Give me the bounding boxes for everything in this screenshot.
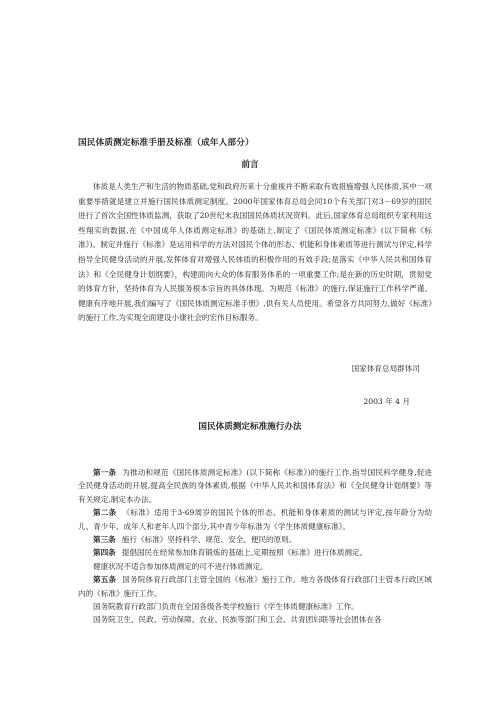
document-title: 国民体质测定标准手册及标准（成年人部分） bbox=[78, 138, 254, 148]
article-2 bbox=[78, 506, 432, 533]
article-number: 第三条 bbox=[93, 535, 116, 545]
preface-heading: 前言 bbox=[241, 160, 259, 170]
article-text: 提倡国民在经常参加体育锻炼的基础上,定期按照《标准》进行体质测定。 bbox=[121, 548, 368, 558]
article-text: 健康状况不适合参加体质测定的可不进行体质测定。 bbox=[93, 561, 268, 571]
article-text: 《标准》适用于3-69周岁的国民个体的形态、机能和身体素质的测试与评定,按年龄分为幼儿、青少年、成年人和老年人四个部分,其中青少年标准为《学生体质健康标准》。 bbox=[78, 508, 432, 531]
measures-heading: 国民体质测定标准施行办法 bbox=[198, 422, 302, 432]
preface-date: 2003 年 4 月 bbox=[363, 397, 410, 406]
article-4-continuation bbox=[78, 560, 432, 573]
article-5 bbox=[78, 573, 432, 600]
article-text: 国务院教育行政部门负责在全国各级各类学校施行《学生体质健康标准》工作。 bbox=[93, 602, 359, 612]
article-text: 国务院体育行政部门主管全国的《标准》施行工作。地方各级体育行政部门主管本行政区域内的《标准》施行工作。 bbox=[78, 575, 433, 598]
article-text: 为推动和规范《国民体质测定标准》(以下简称《标准》)的施行工作,指导国民科学健身,促进全民健身活动的开展,提高全民族的身体素质,根据《中华人民共和国体育法》和《全民健身计划纲要》等有关规定,制定本办法。 bbox=[78, 468, 433, 504]
article-number: 第五条 bbox=[93, 575, 117, 585]
article-number: 第一条 bbox=[93, 468, 117, 477]
article-number: 第二条 bbox=[93, 508, 117, 518]
article-4 bbox=[78, 546, 432, 559]
preface-body: 体质是人类生产和生活的物质基础,党和政府历来十分重视并不断采取有效措施增强人民体质,其中一项重要举措就是建立并施行国民体质测定制度。2000年国家体育总局会同10个有关部门对3－69岁的国民进行了首次全国性体质监测，获取了20世纪末我国国民体质状况资料。此后,国家体育总局组织专家利用这些翔实的数据,在《中国成年人体质测定标准》的基础上,制定了《国民体质测定标准》(以下简称《标准》)。制定并施行《标准》是运用科学的方法对国民个体的形态、机能和身体素质等进行测试与评定,科学指导全民健身活动的开展,发挥体育对增强人民体质的积极作用的有效手段;是落实《中华人民共和国体育法》和《全民健身计划纲要》，构建面向大众的体育服务体系的一项重要工作;是在新的历史时期，贯彻党的体育方针，坚持体育为人民服务根本宗旨的具体体现。为规范《标准》的施行,保证施行工作科学严谨、健康有序地开展,我们编写了《国民体质测定标准手册》,供有关人员使用。希望各方共同努力,做好《标准》的施行工作,为实现全面建设小康社会的宏伟目标服务。 bbox=[78, 182, 432, 323]
article-1 bbox=[78, 466, 432, 506]
article-text: 施行《标准》坚持科学、规范、安全、便民的原则。 bbox=[121, 535, 297, 545]
article-3 bbox=[78, 533, 432, 546]
article-text: 国务院卫生、民政、劳动保障、农业、民族等部门和工会、共青团妇联等社会团体在各 bbox=[93, 615, 382, 625]
article-5-continuation-2 bbox=[78, 613, 432, 626]
measures-articles bbox=[78, 466, 432, 627]
article-5-continuation-1 bbox=[78, 600, 432, 613]
preface-signature: 国家体育总局群体司 bbox=[351, 364, 420, 373]
article-number: 第四条 bbox=[93, 548, 116, 558]
